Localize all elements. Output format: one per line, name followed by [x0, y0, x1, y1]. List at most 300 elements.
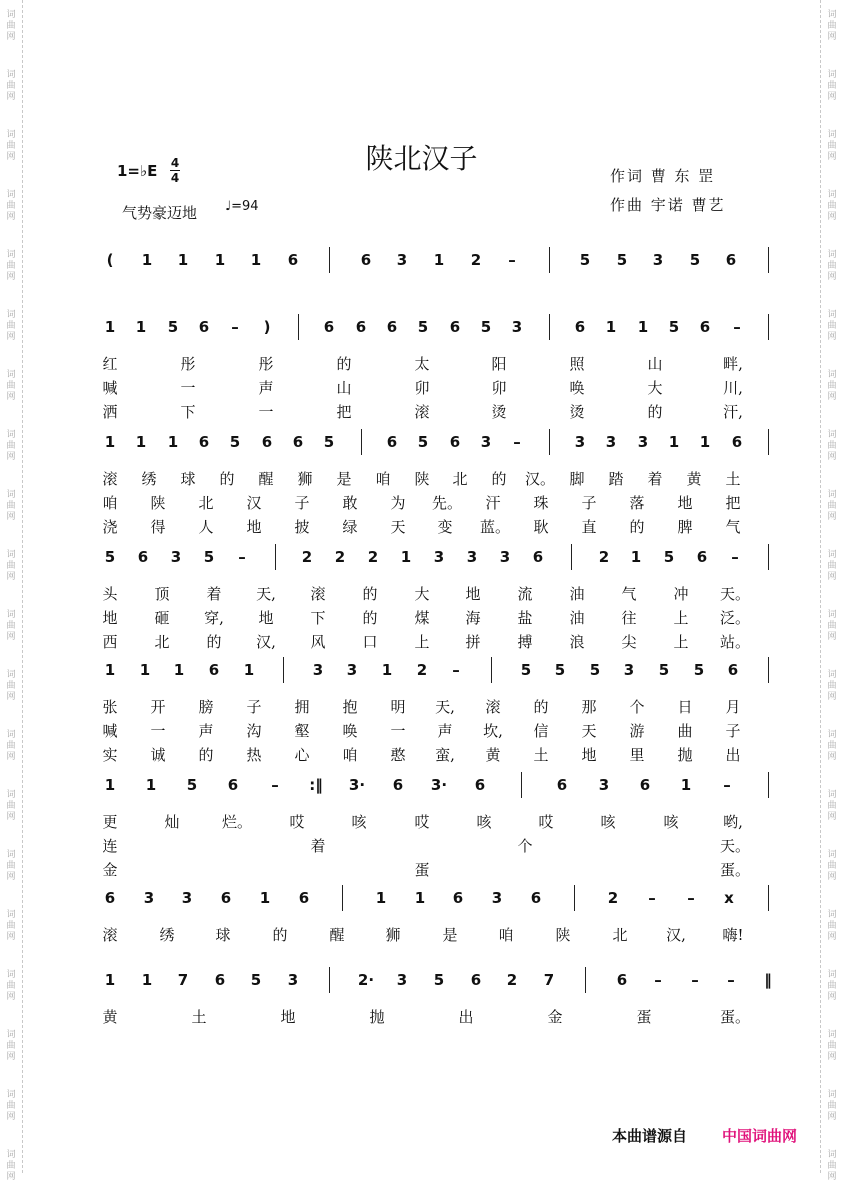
watermark-glyphs [3, 10, 19, 43]
lyric-line [0, 606, 843, 630]
lyric-syllable: 憨 [390, 746, 406, 764]
watermark-char: 词 [827, 190, 837, 200]
lyric-syllable: 子 [294, 494, 310, 512]
lyric-syllable: 山 [647, 355, 663, 373]
lyric-syllable: 汗 [485, 494, 501, 512]
note: 1 [145, 776, 157, 794]
lyric-syllable: 天。 [720, 837, 751, 855]
watermark-glyphs [824, 10, 840, 43]
watermark-char: 词 [6, 610, 16, 620]
lyric-line [0, 858, 843, 882]
lyric-syllable: 先。 [432, 494, 463, 512]
note: 6 [639, 776, 651, 794]
lyric-syllable: 开 [150, 698, 166, 716]
note: 3 [396, 971, 408, 989]
watermark-char: 网 [827, 1172, 837, 1182]
lyric-syllable: 土 [191, 1008, 207, 1026]
watermark-char: 曲 [827, 141, 837, 151]
bar-line [329, 967, 330, 993]
note: 3 [652, 251, 664, 269]
lyric-syllable: 穿, [204, 609, 224, 627]
bar-line [275, 544, 276, 570]
lyric-syllable: 下 [310, 609, 326, 627]
lyric-syllable: 山 [336, 379, 352, 397]
note: 6 [696, 548, 708, 566]
lyric-syllable: 的 [491, 470, 507, 488]
watermark-char: 曲 [827, 201, 837, 211]
watermark-char: 词 [6, 250, 16, 260]
note: 1 [104, 661, 116, 679]
bar-symbol: :‖ [309, 776, 323, 794]
lyric-syllable: 哎 [538, 813, 554, 831]
note: 3 [511, 318, 523, 336]
lyric-syllable: 抛 [369, 1008, 385, 1026]
watermark-char: 网 [6, 1172, 16, 1182]
note: 6 [556, 776, 568, 794]
note: 5 [658, 661, 670, 679]
watermark-char: 网 [827, 152, 837, 162]
lyric-syllable: 日 [677, 698, 693, 716]
note: 7 [543, 971, 555, 989]
lyric-syllable: 地 [246, 518, 262, 536]
note: – [648, 889, 656, 907]
note: 5 [433, 971, 445, 989]
lyric-syllable: 冲 [673, 585, 689, 603]
note: 1 [637, 318, 649, 336]
lyric-syllable: 站。 [720, 633, 751, 651]
watermark-char: 曲 [6, 501, 16, 511]
bar-symbol: ‖ [764, 971, 772, 989]
lyric-syllable: 信 [533, 722, 549, 740]
lyric-syllable: 抱 [342, 698, 358, 716]
lyric-syllable: 上 [673, 609, 689, 627]
watermark-char: 网 [827, 1112, 837, 1122]
watermark-char: 曲 [827, 21, 837, 31]
notation-row [0, 542, 843, 572]
watermark-char: 网 [827, 92, 837, 102]
watermark-char: 网 [827, 572, 837, 582]
lyric-syllable: 出 [458, 1008, 474, 1026]
watermark-char: 词 [827, 10, 837, 20]
lyric-syllable: 哎 [289, 813, 305, 831]
lyric-syllable: 嗨! [722, 926, 744, 944]
lyric-syllable: 直 [581, 518, 597, 536]
lyric-syllable: 醒 [258, 470, 274, 488]
lyric-syllable: 脾 [677, 518, 693, 536]
note: 5 [689, 251, 701, 269]
watermark-char: 网 [827, 932, 837, 942]
lyric-line [0, 695, 843, 719]
note: ) [263, 318, 271, 336]
note: – [508, 251, 516, 269]
watermark-char: 曲 [6, 321, 16, 331]
watermark-glyphs [824, 1150, 840, 1183]
lyric-syllable: 上 [414, 633, 430, 651]
note: 1 [381, 661, 393, 679]
lyric-syllable: 个 [517, 837, 533, 855]
note: 6 [227, 776, 239, 794]
lyric-syllable: 上 [673, 633, 689, 651]
note: 6 [616, 971, 628, 989]
note: – [238, 548, 246, 566]
notation-row [0, 312, 843, 342]
lyric-syllable: 地 [258, 609, 274, 627]
lyric-syllable: 汉, [666, 926, 686, 944]
lyric-syllable: 落 [629, 494, 645, 512]
note: 5 [229, 433, 241, 451]
note: – [731, 548, 739, 566]
note: 1 [139, 661, 151, 679]
bar-line [549, 314, 550, 340]
note: 1 [214, 251, 226, 269]
watermark-char: 网 [827, 452, 837, 462]
watermark-char: 词 [6, 190, 16, 200]
lyric-syllable: 喊 [102, 722, 118, 740]
note: – [231, 318, 239, 336]
lyric-syllable: 个 [629, 698, 645, 716]
lyric-syllable: 砸 [154, 609, 170, 627]
lyric-syllable: 着 [310, 837, 326, 855]
note: 1 [104, 318, 116, 336]
note: 6 [532, 548, 544, 566]
note: ( [106, 251, 114, 269]
watermark-char: 曲 [827, 441, 837, 451]
lyric-syllable: 彤 [258, 355, 274, 373]
note: 1 [141, 971, 153, 989]
watermark-char: 曲 [6, 1161, 16, 1171]
lyric-syllable: 脚 [569, 470, 585, 488]
watermark-char: 曲 [6, 1101, 16, 1111]
lyric-syllable: 诚 [150, 746, 166, 764]
note: 3 [466, 548, 478, 566]
lyric-syllable: 风 [310, 633, 326, 651]
watermark-char: 词 [6, 370, 16, 380]
watermark-char: 网 [827, 332, 837, 342]
lyric-syllable: 敢 [342, 494, 358, 512]
lyric-syllable: 的 [336, 355, 352, 373]
lyric-syllable: 的 [198, 746, 214, 764]
lyric-syllable: 为 [390, 494, 406, 512]
watermark-char: 曲 [6, 81, 16, 91]
lyric-syllable: 哎 [414, 813, 430, 831]
note: 6 [449, 433, 461, 451]
lyric-syllable: 的 [533, 698, 549, 716]
bar-line [283, 657, 284, 683]
note: 6 [392, 776, 404, 794]
lyric-line [0, 810, 843, 834]
note: 3 [181, 889, 193, 907]
watermark-char: 词 [6, 130, 16, 140]
lyric-syllable: 阳 [491, 355, 507, 373]
lyric-syllable: 蛮, [435, 746, 455, 764]
note: 1 [177, 251, 189, 269]
watermark-char: 词 [827, 730, 837, 740]
lyric-syllable: 滚 [102, 470, 118, 488]
note: 7 [177, 971, 189, 989]
note: 5 [579, 251, 591, 269]
watermark-char: 曲 [6, 621, 16, 631]
watermark-char: 曲 [6, 201, 16, 211]
watermark-char: 曲 [827, 261, 837, 271]
lyric-syllable: 把 [725, 494, 741, 512]
watermark-char: 网 [6, 392, 16, 402]
watermark-char: 词 [6, 430, 16, 440]
lyric-syllable: 照 [569, 355, 585, 373]
note: 6 [287, 251, 299, 269]
lyric-syllable: 洒 [102, 403, 118, 421]
lyric-syllable: 搏 [517, 633, 533, 651]
watermark-char: 词 [6, 1030, 16, 1040]
lyric-syllable: 尖 [621, 633, 637, 651]
watermark-char: 词 [827, 370, 837, 380]
lyric-syllable: 耿 [533, 518, 549, 536]
lyric-syllable: 流 [517, 585, 533, 603]
lyric-syllable: 盐 [517, 609, 533, 627]
watermark-char: 网 [6, 812, 16, 822]
lyric-syllable: 浪 [569, 633, 585, 651]
lyric-syllable: 滚 [310, 585, 326, 603]
note: 5 [104, 548, 116, 566]
watermark-glyphs [824, 1090, 840, 1123]
note: – [727, 971, 735, 989]
lyric-syllable: 沟 [246, 722, 262, 740]
bar-line [298, 314, 299, 340]
bar-line [342, 885, 343, 911]
watermark-char: 网 [827, 692, 837, 702]
time-signature [170, 156, 180, 185]
note: 3 [346, 661, 358, 679]
watermark-char: 词 [827, 1150, 837, 1160]
bar-line [329, 247, 330, 273]
watermark-char: 网 [827, 872, 837, 882]
lyric-syllable: 咱 [375, 470, 391, 488]
lyric-syllable: 煤 [414, 609, 430, 627]
watermark-char: 词 [6, 10, 16, 20]
bar-line [585, 967, 586, 993]
lyric-syllable: 更 [102, 813, 118, 831]
lyric-syllable: 心 [294, 746, 310, 764]
lyric-syllable: 张 [102, 698, 118, 716]
lyric-syllable: 天 [390, 518, 406, 536]
lyric-syllable: 声 [198, 722, 214, 740]
note: 5 [589, 661, 601, 679]
note: 3 [598, 776, 610, 794]
lyric-line [0, 834, 843, 858]
note: 6 [261, 433, 273, 451]
watermark-char: 网 [827, 632, 837, 642]
watermark-char: 曲 [827, 321, 837, 331]
watermark-char: 词 [6, 790, 16, 800]
lyric-syllable: 地 [280, 1008, 296, 1026]
lyric-syllable: 连 [102, 837, 118, 855]
watermark-char: 词 [6, 550, 16, 560]
bar-line [549, 429, 550, 455]
lyric-syllable: 天, [435, 698, 455, 716]
note: 1 [259, 889, 271, 907]
watermark-char: 曲 [6, 261, 16, 271]
watermark-char: 词 [827, 850, 837, 860]
lyric-line [0, 491, 843, 515]
note: 6 [298, 889, 310, 907]
watermark-char: 词 [827, 490, 837, 500]
tempo-text: 气势豪迈地 [122, 204, 198, 222]
note: 1 [167, 433, 179, 451]
lyric-line [0, 630, 843, 654]
lyric-syllable: 咳 [351, 813, 367, 831]
lyric-syllable: 天。 [720, 585, 751, 603]
watermark-char: 曲 [6, 801, 16, 811]
watermark-char: 网 [827, 272, 837, 282]
note: 3 [623, 661, 635, 679]
watermark-char: 曲 [827, 921, 837, 931]
lyric-line [0, 352, 843, 376]
note: 2 [301, 548, 313, 566]
watermark-char: 曲 [6, 981, 16, 991]
note: 1 [173, 661, 185, 679]
note: 1 [433, 251, 445, 269]
watermark-char: 曲 [827, 381, 837, 391]
lyric-syllable: 汗, [723, 403, 743, 421]
lyric-syllable: 气 [621, 585, 637, 603]
lyric-syllable: 唤 [569, 379, 585, 397]
lyric-syllable: 口 [362, 633, 378, 651]
note: 6 [355, 318, 367, 336]
watermark-char: 曲 [827, 1161, 837, 1171]
watermark-glyphs [824, 1030, 840, 1063]
lyric-syllable: 声 [437, 722, 453, 740]
watermark-char: 曲 [827, 681, 837, 691]
note: 5 [167, 318, 179, 336]
lyric-syllable: 滚 [414, 403, 430, 421]
lyric-syllable: 川, [723, 379, 743, 397]
watermark-char: 曲 [827, 861, 837, 871]
notation-row [0, 965, 843, 995]
watermark-char: 曲 [6, 681, 16, 691]
watermark-char: 词 [6, 970, 16, 980]
lyric-syllable: 子 [725, 722, 741, 740]
lyric-syllable: 地 [465, 585, 481, 603]
note: 2 [470, 251, 482, 269]
watermark-char: 词 [6, 910, 16, 920]
note: 3 [396, 251, 408, 269]
lyric-syllable: 着 [206, 585, 222, 603]
lyric-syllable: 土 [725, 470, 741, 488]
note: 6 [530, 889, 542, 907]
lyric-syllable: 子 [581, 494, 597, 512]
note: 6 [360, 251, 372, 269]
lyric-syllable: 醒 [329, 926, 345, 944]
watermark-char: 词 [6, 70, 16, 80]
lyric-syllable: 一 [390, 722, 406, 740]
notation-row [0, 770, 843, 800]
time-signature-top: 4 [170, 156, 180, 170]
lyric-syllable: 球 [180, 470, 196, 488]
lyric-syllable: 蛋。 [720, 861, 751, 879]
note: 3 [143, 889, 155, 907]
watermark-char: 词 [6, 850, 16, 860]
watermark-char: 曲 [827, 1041, 837, 1051]
time-signature-bottom: 4 [170, 171, 180, 185]
lyric-syllable: 得 [150, 518, 166, 536]
note: – [271, 776, 279, 794]
lyric-syllable: 的 [272, 926, 288, 944]
lyric-syllable: 顶 [154, 585, 170, 603]
note: 5 [554, 661, 566, 679]
watermark-char: 网 [827, 752, 837, 762]
note: 6 [198, 318, 210, 336]
watermark-char: 网 [6, 212, 16, 222]
watermark-char: 网 [827, 992, 837, 1002]
lyric-syllable: 陕 [555, 926, 571, 944]
lyric-syllable: 天 [581, 722, 597, 740]
watermark-char: 网 [6, 92, 16, 102]
lyric-syllable: 的 [362, 609, 378, 627]
lyric-syllable: 北 [154, 633, 170, 651]
lyric-syllable: 汉。 [525, 470, 556, 488]
watermark-char: 词 [827, 610, 837, 620]
watermark-char: 曲 [827, 981, 837, 991]
lyric-syllable: 膀 [198, 698, 214, 716]
lyric-syllable: 畔, [723, 355, 743, 373]
watermark-glyphs [824, 70, 840, 103]
lyric-syllable: 烫 [569, 403, 585, 421]
watermark-char: 网 [827, 32, 837, 42]
note: 5 [417, 433, 429, 451]
note: 6 [220, 889, 232, 907]
watermark-char: 网 [6, 452, 16, 462]
notation-row [0, 245, 843, 275]
lyric-syllable: 大 [647, 379, 663, 397]
lyric-syllable: 把 [336, 403, 352, 421]
watermark-char: 曲 [6, 441, 16, 451]
watermark-glyphs [824, 190, 840, 223]
note: 6 [725, 251, 737, 269]
note: 1 [104, 971, 116, 989]
lyric-syllable: 月 [725, 698, 741, 716]
lyric-syllable: 地 [102, 609, 118, 627]
lyric-syllable: 黄 [686, 470, 702, 488]
watermark-char: 网 [6, 932, 16, 942]
watermark-char: 词 [6, 310, 16, 320]
tempo-mark: ♩=94 [225, 199, 259, 214]
lyric-syllable: 烂。 [222, 813, 253, 831]
note: 1 [135, 433, 147, 451]
note: 2 [607, 889, 619, 907]
lyric-syllable: 绣 [141, 470, 157, 488]
lyric-syllable: 拥 [294, 698, 310, 716]
note: 1 [605, 318, 617, 336]
watermark-char: 网 [6, 872, 16, 882]
watermark-char: 词 [827, 310, 837, 320]
lyric-syllable: 西 [102, 633, 118, 651]
lyric-syllable: 往 [621, 609, 637, 627]
watermark-char: 词 [827, 430, 837, 440]
watermark-char: 网 [6, 32, 16, 42]
note: – [654, 971, 662, 989]
note: – [513, 433, 521, 451]
note: 5 [693, 661, 705, 679]
note: 1 [104, 776, 116, 794]
watermark-char: 曲 [6, 741, 16, 751]
note: 3 [499, 548, 511, 566]
bar-line [768, 544, 769, 570]
note: 6 [699, 318, 711, 336]
watermark-char: 网 [6, 752, 16, 762]
note: 6 [470, 971, 482, 989]
note: 3 [433, 548, 445, 566]
note: 5 [250, 971, 262, 989]
source-site-link[interactable]: 中国词曲网 [722, 1127, 798, 1145]
